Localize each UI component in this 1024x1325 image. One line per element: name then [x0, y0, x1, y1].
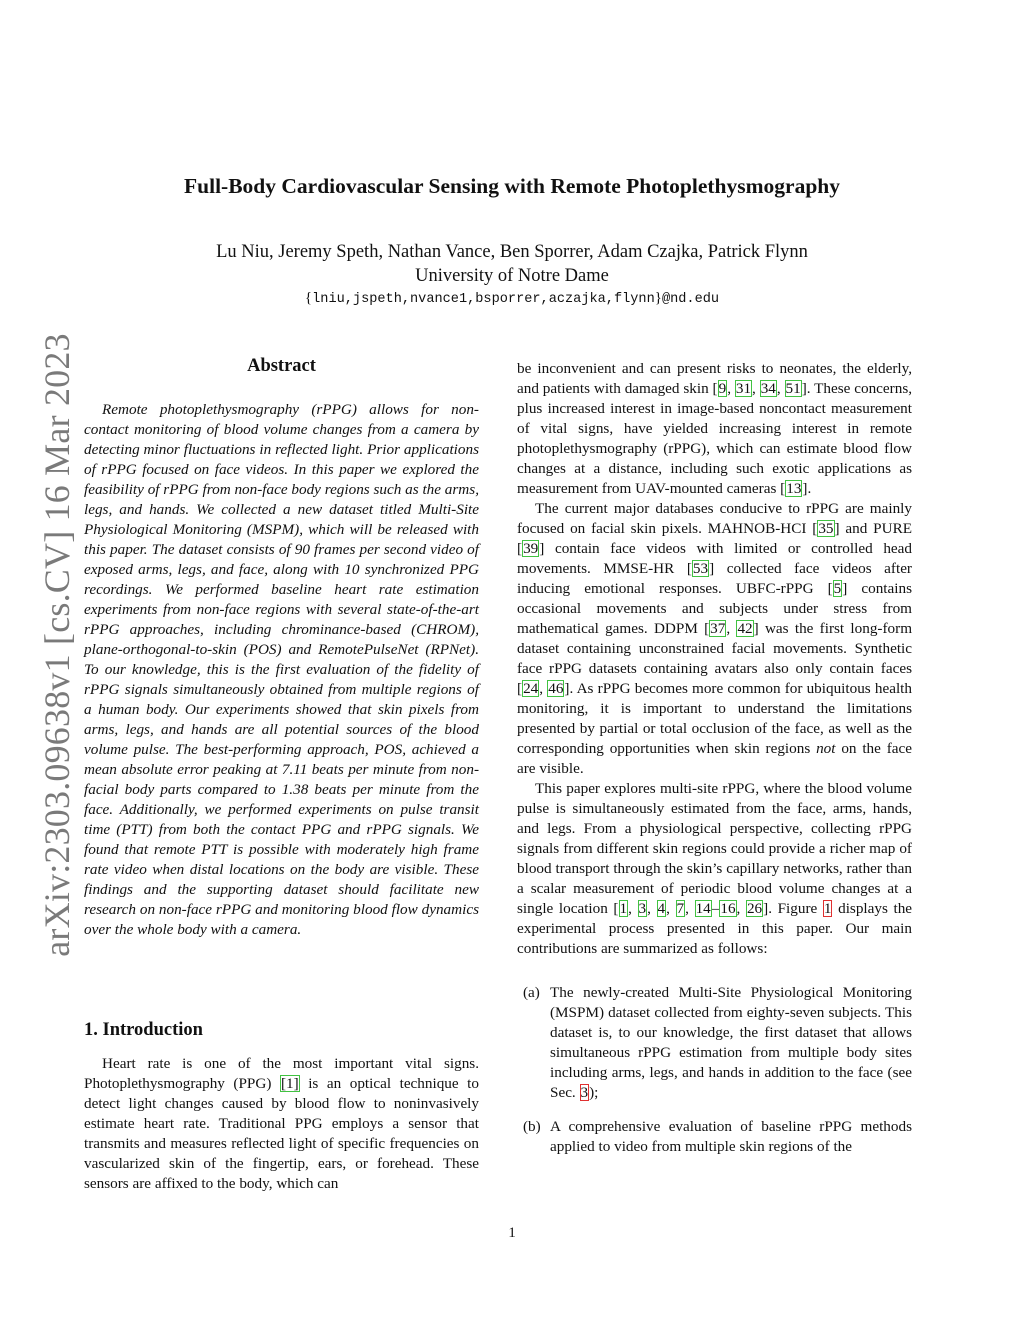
- figure-reference-link[interactable]: 1: [823, 900, 832, 917]
- intro-paragraph-1-cont: [517, 359, 912, 499]
- citation-link[interactable]: 37: [710, 620, 726, 637]
- text-run: The newly-created Multi-Site Physiological Monitoring (MSPM) dataset collected from eighty-seven subjects. This dataset is, to our knowledge, the first dataset that allows simultaneous rPPG estimation from multiple body sites including arms, legs, and hands in addition to the face (see Sec.: [550, 984, 912, 1101]
- citation-link[interactable]: 42: [737, 620, 753, 637]
- citation-link[interactable]: 26: [746, 900, 763, 917]
- citation-link[interactable]: [1]: [280, 1075, 299, 1092]
- list-item: [517, 983, 912, 1103]
- abstract-body: [84, 400, 479, 940]
- contributions-list: [517, 983, 912, 1157]
- author-block: [0, 240, 1024, 288]
- text-run: on the face are visible.: [517, 740, 912, 777]
- citation-link[interactable]: 9: [718, 380, 727, 397]
- email-domain: @nd.edu: [661, 292, 720, 307]
- text-run: ,: [666, 900, 676, 917]
- text-run: displays the experimental process presented in this paper. Our main contributions are summarized as follows:: [517, 900, 913, 957]
- text-run: ].: [802, 480, 812, 497]
- citation-link[interactable]: 5: [833, 580, 842, 597]
- text-run: This paper explores multi-site rPPG, where the blood volume pulse is simultaneously estimated from the face, arms, hands, and legs. From a physiological perspective, collecting rPPG signals from different skin regions could provide a richer map of blood transport through the skin’s capillary networks, rather than a scalar measurement of periodic blood volume changes at a single location [: [517, 780, 912, 917]
- abstract-heading: Abstract: [247, 356, 316, 376]
- citation-link[interactable]: 35: [818, 520, 834, 537]
- citation-link[interactable]: 1: [619, 900, 628, 917]
- citation-link[interactable]: 4: [657, 900, 666, 917]
- citation-link[interactable]: 24: [523, 680, 539, 697]
- text-run: be inconvenient and can present risks to neonates, the elderly, and patients with damaged skin [: [517, 360, 912, 397]
- text-run: Heart rate is one of the most important vital signs. Photoplethysmography (PPG): [84, 1055, 479, 1092]
- text-run: A comprehensive evaluation of baseline rPPG methods applied to video from multiple skin regions of the: [550, 1118, 912, 1155]
- email-open-brace: {: [304, 290, 313, 306]
- citation-link[interactable]: 34: [760, 380, 776, 397]
- paper-title: Full-Body Cardiovascular Sensing with Remote Photoplethysmography: [184, 174, 840, 198]
- citation-link[interactable]: 46: [548, 680, 564, 697]
- text-run: ] contain face videos with limited or controlled head movements. MMSE-HR [: [517, 540, 912, 577]
- intro-paragraph-3: [517, 779, 912, 959]
- text-run: is an optical technique to detect light changes caused by blood flow to noninvasively estimate heart rate. Traditional PPG employs a sensor that transmits and measures reflected light of specific frequencies on vascularized skin of the fingertip, ears, or forehead. These sensors are affixed to the body, which can: [84, 1075, 479, 1192]
- emphasis-text: not: [816, 740, 836, 757]
- email-close-brace: }: [654, 290, 662, 306]
- citation-link[interactable]: 39: [523, 540, 539, 557]
- text-run: ,: [685, 900, 695, 917]
- text-run: ] collected face videos after inducing emotional responses. UBFC-rPPG [: [517, 560, 912, 597]
- citation-link[interactable]: 7: [676, 900, 685, 917]
- text-run: ,: [539, 680, 548, 697]
- text-run: ,: [727, 380, 735, 397]
- citation-link[interactable]: 51: [785, 380, 801, 397]
- citation-link[interactable]: 16: [720, 900, 736, 917]
- citation-link[interactable]: 13: [786, 480, 802, 497]
- text-run: ]. As rPPG becomes more common for ubiquitous health monitoring, it is important to understand the limitations presented by partial or total occlusion of the face, as well as the corresponding opportunities when skin regions: [517, 680, 912, 757]
- text-run: ] and PURE [: [517, 520, 912, 557]
- text-run: ] contains occasional movements and subjects under stress from mathematical games. DDPM [: [517, 580, 912, 637]
- list-item-label: (a): [523, 984, 540, 1001]
- right-column: [517, 359, 912, 1171]
- arxiv-stamp: arXiv:2303.09638v1 [cs.CV] 16 Mar 2023: [37, 333, 77, 957]
- text-run: ]. These concerns, plus increased interest in image-based noncontact measurement of vital signs, have yielded increasing interest in remote photoplethysmography (rPPG), which can estimate blood flow changes at a distance, including such exotic applications as measurement from UAV-mounted cameras [: [517, 380, 913, 497]
- affiliation: University of Notre Dame: [415, 266, 609, 286]
- intro-heading: 1. Introduction: [84, 1020, 203, 1040]
- text-run: ,: [736, 900, 746, 917]
- text-run: );: [589, 1084, 599, 1101]
- text-run: The current major databases conducive to rPPG are mainly focused on facial skin pixels. MAHNOB-HCI [: [517, 500, 912, 537]
- text-run: –: [711, 900, 720, 917]
- page-number: 1: [508, 1224, 516, 1241]
- text-run: ] was the first long-form dataset containing unconstrained facial movements. Synthetic face rPPG datasets containing avatars also only contain faces [: [517, 620, 913, 697]
- intro-paragraph-1: [84, 1054, 479, 1194]
- email-line: [0, 290, 1024, 307]
- section-reference-link[interactable]: 3: [580, 1084, 589, 1101]
- text-run: ,: [647, 900, 657, 917]
- text-run: ,: [628, 900, 638, 917]
- abstract-text: Remote photoplethysmography (rPPG) allows for non-contact monitoring of blood volume changes from a camera by detecting minor fluctuations in reflected light. Prior applications of rPPG focused on face videos. In this paper we explored the feasibility of rPPG from non-face body regions such as the arms, legs, and hands. We collected a new dataset titled Multi-Site Physiological Monitoring (MSPM), which will be released with this paper. The dataset consists of 90 frames per second video of exposed arms, legs, and face, along with 10 synchronized PPG recordings. We performed baseline heart rate estimation experiments from non-face regions with several state-of-the-art rPPG approaches, including chrominance-based (CHROM), plane-orthogonal-to-skin (POS) and RemotePulseNet (RPNet). To our knowledge, this is the first evaluation of the fidelity of rPPG signals simultaneously obtained from multiple regions of a human body. Our experiments showed that skin pixels from arms, legs, and hands are all potential sources of the blood volume pulse. The best-performing approach, POS, achieved a mean absolute error peaking at 7.11 beats per minute from non-facial body parts compared to 1.38 beats per minute from the face. Additionally, we performed experiments on pulse transit time (PTT) from both the contact PPG and rPPG signals. We found that remote PTT is possible with moderately high frame rate video when distal locations on the body are visible. These findings and the supporting dataset should facilitate new research on non-face rPPG and monitoring blood flow dynamics over the whole body with a camera.: [84, 401, 479, 938]
- citation-link[interactable]: 14: [695, 900, 711, 917]
- intro-paragraph-2: [517, 499, 912, 779]
- text-run: ,: [726, 620, 737, 637]
- author-list: Lu Niu, Jeremy Speth, Nathan Vance, Ben Sporrer, Adam Czajka, Patrick Flynn: [216, 242, 808, 262]
- text-run: ,: [776, 380, 785, 397]
- citation-link[interactable]: 31: [735, 380, 752, 397]
- citation-link[interactable]: 3: [638, 900, 647, 917]
- intro-body: [84, 1054, 479, 1194]
- text-run: ]. Figure: [763, 900, 823, 917]
- text-run: ,: [752, 380, 760, 397]
- list-item: [517, 1117, 912, 1157]
- email-users: lniu,jspeth,nvance1,bsporrer,aczajka,flynn: [312, 292, 655, 307]
- citation-link[interactable]: 53: [692, 560, 709, 577]
- list-item-label: (b): [523, 1118, 541, 1135]
